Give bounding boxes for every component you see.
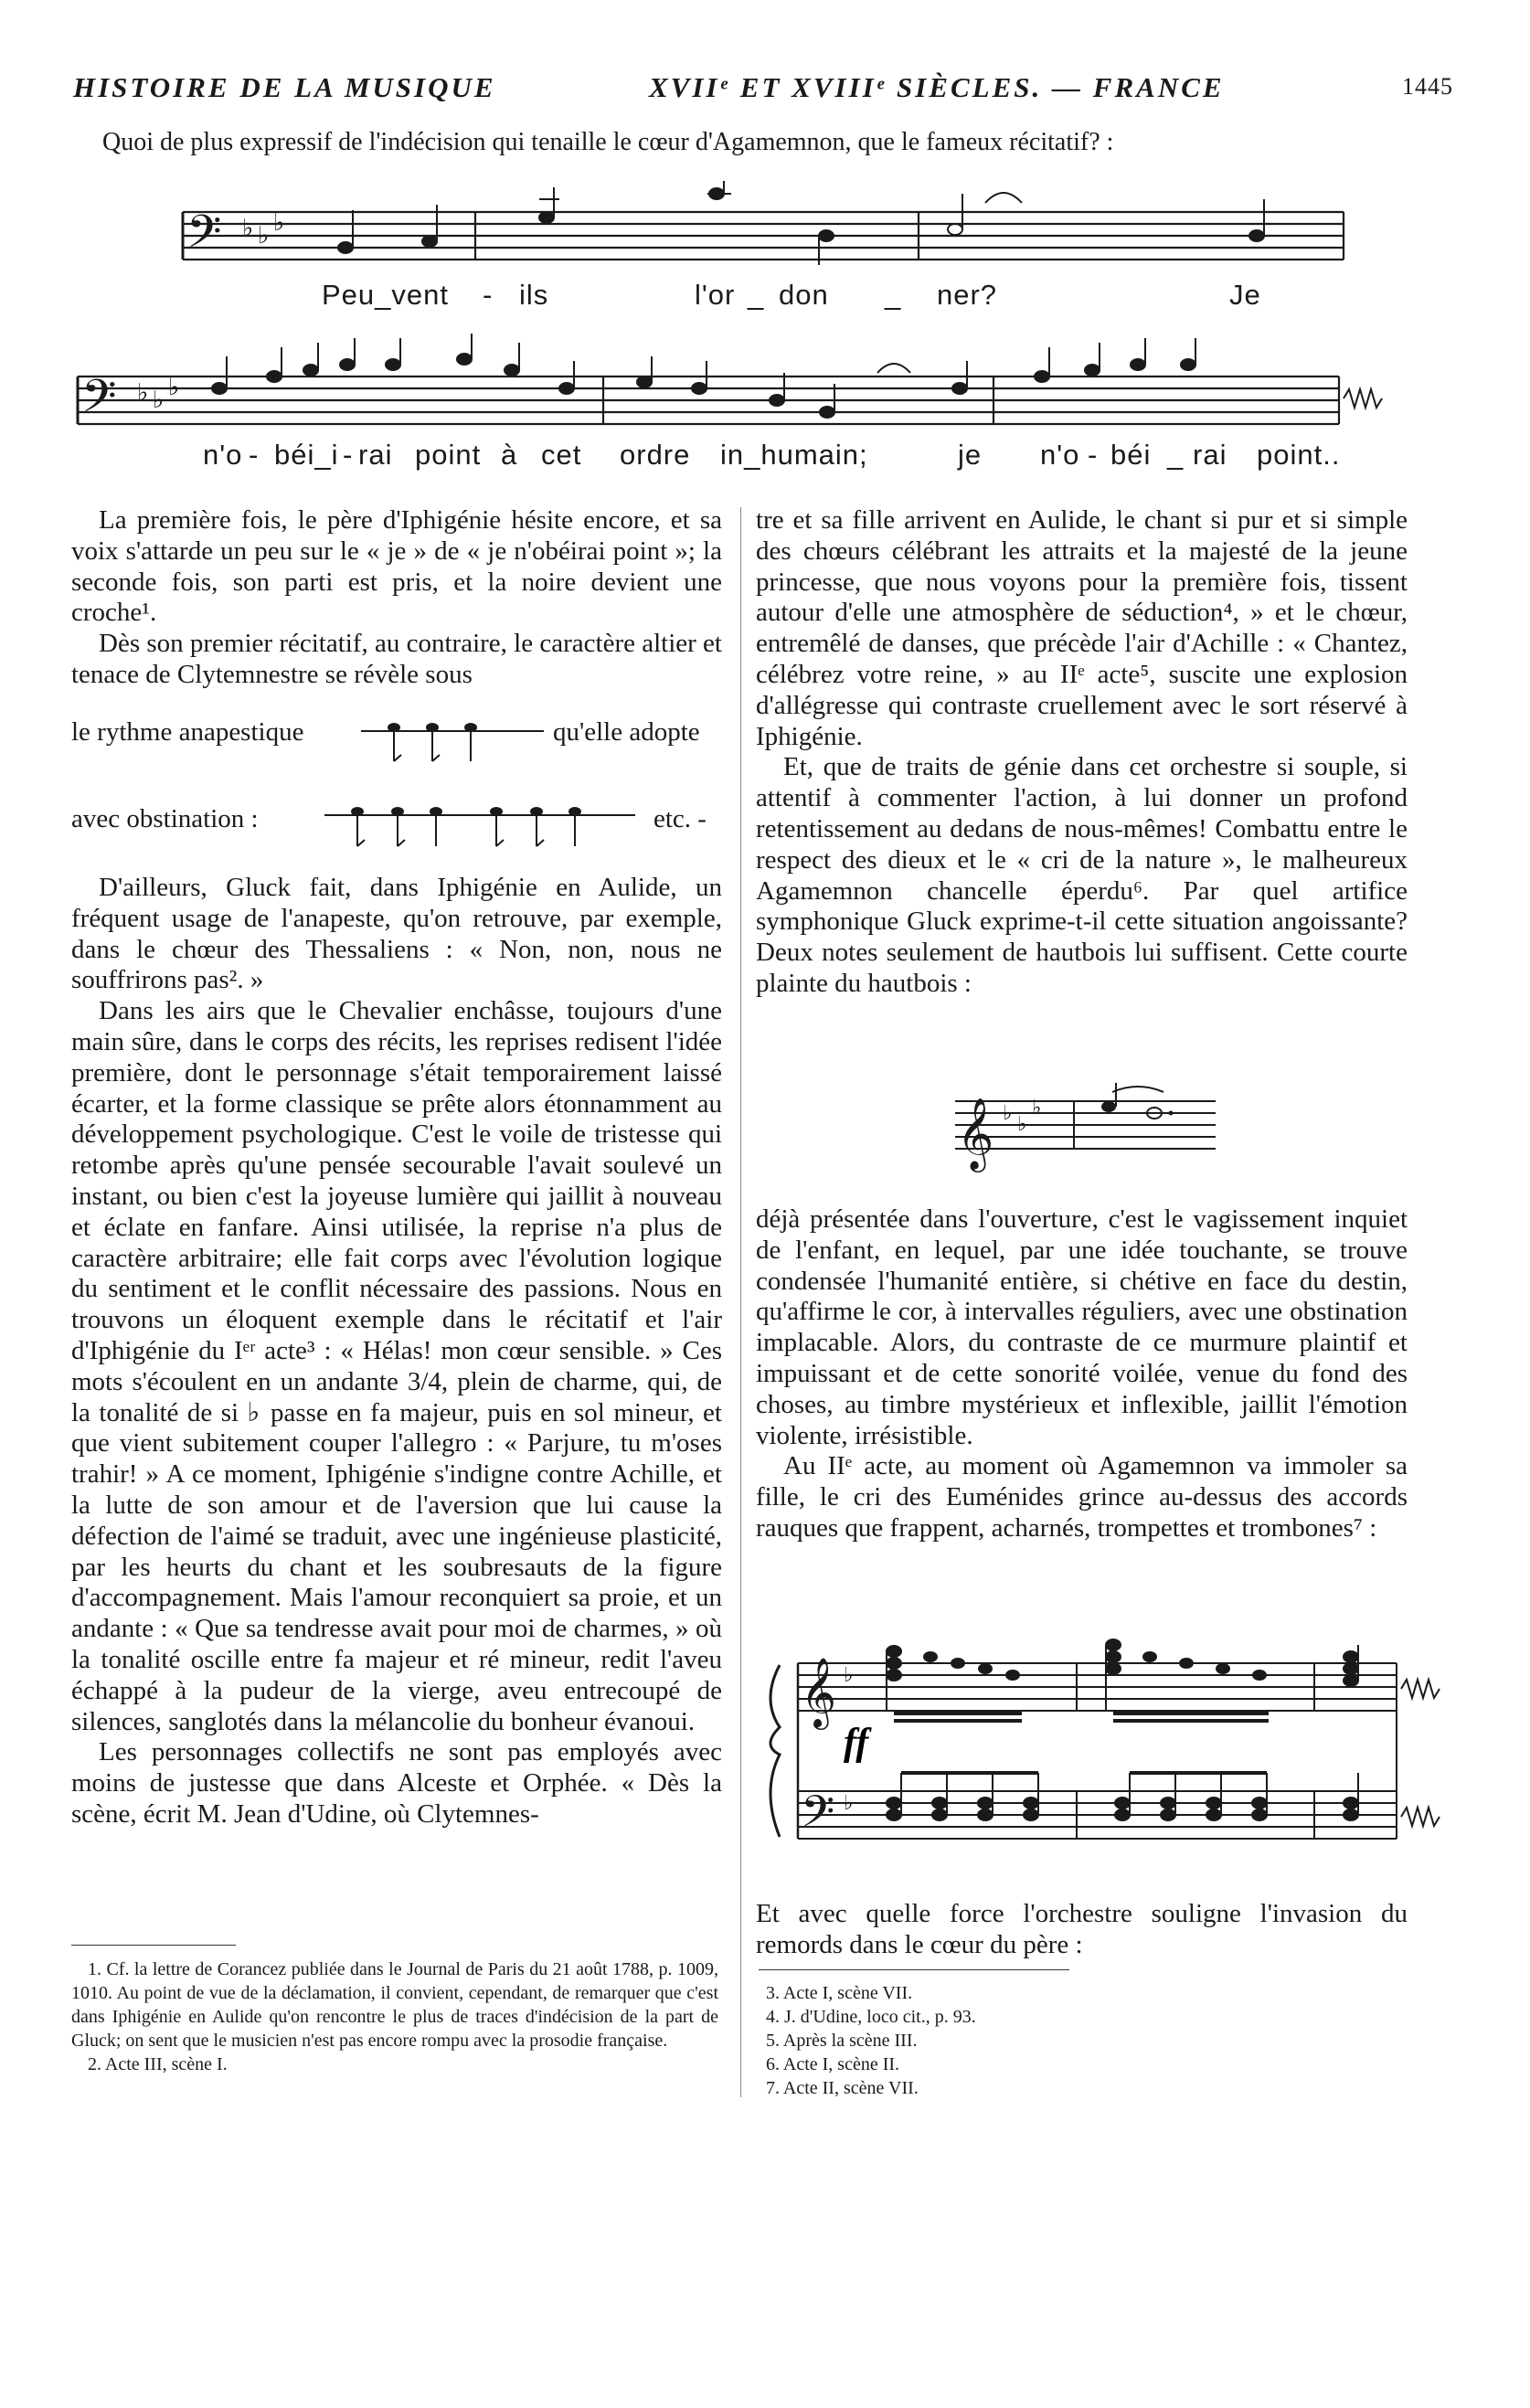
lyric: _ <box>1167 439 1185 471</box>
svg-text:♭: ♭ <box>1032 1096 1042 1119</box>
left-column-top <box>71 505 722 691</box>
lyric: n'o <box>203 439 243 471</box>
footnote: 1. Cf. la lettre de Corancez publiée dans le Journal de Paris du 21 août 1788, p. 1009, 1010. Au point de vue de la déclamation, il convient, cependant, de remarquer que c'est dans Iphigénie en Aulide qu'on rencontre le plus de traces d'indécision de la part de Gluck; on sent que le musicien n'est pas encore rompu avec la prosodie française. <box>71 1959 718 2051</box>
lyric: - <box>483 279 494 311</box>
lyric: Je <box>1229 279 1261 311</box>
paragraph: Dès son premier récitatif, au contraire, le caractère altier et tenace de Clytemnestre se révèle sous <box>71 629 722 689</box>
column-divider <box>740 507 741 2097</box>
lyric: rai <box>1193 439 1227 471</box>
lyric: Peu_vent <box>322 279 449 311</box>
svg-text:𝄞: 𝄞 <box>957 1098 994 1170</box>
rhythm-label: etc. - <box>653 804 707 833</box>
rhythm-label: avec obstination : <box>71 804 259 833</box>
lyric: béi_i <box>274 439 339 471</box>
paragraph: tre et sa fille arrivent en Aulide, le chant si pur et si simple des chœurs célébrant les attraits et la majesté de la jeune princesse, que nous voyons pour la première fois, tissent autour d'elle une atmosphère de séduction⁴, » et le chœur, entremêlé de danses, que précède l'air d'Achille : « Chantez, célébrez votre reine, » au IIᵉ acte⁵, suscite une explosion d'allégresse qui contraste cruellement avec le sort réservé à Iphigénie. <box>756 505 1408 751</box>
svg-text:♭: ♭ <box>258 222 270 249</box>
svg-text:𝄢: 𝄢 <box>81 370 117 434</box>
header-title: HISTOIRE DE LA MUSIQUE <box>73 71 496 103</box>
recitative-score <box>0 0 1530 512</box>
paragraph: Au IIᵉ acte, au moment où Agamemnon va immoler sa fille, le cri des Euménides grince au-dessus des accords rauques que frappent, acharnés, trompettes et trombones⁷ : <box>756 1451 1408 1543</box>
svg-text:♭: ♭ <box>242 215 254 242</box>
svg-text:♭: ♭ <box>844 1792 854 1815</box>
lyric: - <box>1088 439 1099 471</box>
svg-text:♭: ♭ <box>168 374 180 401</box>
svg-text:♭: ♭ <box>1017 1112 1027 1135</box>
header-section: XVIIᵉ ET XVIIIᵉ SIÈCLES. — FRANCE <box>649 71 1225 103</box>
lyric: in_humain; <box>720 439 868 471</box>
left-column-body <box>71 873 722 1830</box>
paragraph: Dans les airs que le Chevalier enchâsse, toujours d'une main sûre, dans le corps des récits, les reprises redisent l'idée première, dont le personnage s'était temporairement laissé écarter, et la forme classique se prête alors étonnamment au développement psychologique. C'est le voile de tristesse qui retombe après qu'une pensée secourable l'avait soulevé un instant, ou bien c'est la joyeuse lumière qui jaillit à nouveau et éclate en fanfare. Ainsi utilisée, la reprise n'a plus de caractère arbitraire; elle fait corps avec l'évolution logique du sentiment et le conflit nécessaire des passions. Nous en trouvons un éloquent exemple dans le récitatif et l'air d'Iphigénie du Iᵉʳ acte³ : « Hélas! mon cœur sensible. » Ces mots s'écoulent en un andante 3/4, plein de charme, qui, de la tonalité de si ♭ passe en fa majeur, puis en sol mineur, et que vient subitement couper l'allegro : « Parjure, tu m'oses trahir! » A ce moment, Iphigénie s'indigne contre Achille, et la lutte de son amour et de l'aversion que lui cause la défection de l'aimé se traduit, avec une ingénieuse plasticité, par les heurts du chant et les soubresauts de la figure d'accompagnement. Mais l'amour reconquiert sa proie, et un andante : « Que sa tendresse avait pour moi de charmes, » où la tonalité oscille entre fa majeur et ré mineur, redit l'aveu échappé à la pudeur de la vierge, aveu entrecoupé de silences, sanglotés dans la mélancolie du bonheur évanoui. <box>71 996 722 1736</box>
lyric: rai <box>358 439 393 471</box>
paragraph: La première fois, le père d'Iphigénie hésite encore, et sa voix s'attarde un peu sur le « je » de « je n'obéirai point »; la seconde fois, son parti est pris, et la noire devient une croche¹. <box>71 505 722 628</box>
svg-text:𝄢: 𝄢 <box>801 1786 835 1848</box>
lyric: - <box>343 439 354 471</box>
svg-text:♭: ♭ <box>844 1664 854 1687</box>
lyric: ordre <box>620 439 691 471</box>
right-column-end <box>756 1899 1408 1961</box>
right-column-top <box>756 505 1408 1000</box>
paragraph: Et avec quelle force l'orchestre souligne l'invasion du remords dans le cœur du père : <box>756 1899 1408 1959</box>
oboe-motif-score <box>955 1083 1216 1183</box>
anapest-rhythm-figure <box>361 711 544 775</box>
footnote: 5. Après la scène III. <box>766 2031 918 2051</box>
lyric: ils <box>519 279 549 311</box>
lyric: béi <box>1110 439 1152 471</box>
svg-text:♭: ♭ <box>273 209 285 237</box>
lyric: n'o <box>1040 439 1080 471</box>
rhythm-label: le rythme anapestique <box>71 717 304 747</box>
footnotes-right <box>766 1981 1132 2100</box>
svg-text:♭: ♭ <box>153 387 165 414</box>
lyric: cet <box>541 439 582 471</box>
lyric: - <box>249 439 260 471</box>
paragraph: Et, que de traits de génie dans cet orchestre si souple, si attentif à commenter l'action, à lui donner un profond retentissement au dedans de nous-mêmes! Combattu entre le respect des dieux et le « cri de la nature », le malheureux Agamemnon chancelle éperdu⁶. Par quel artifice symphonique Gluck exprime-t-il cette situation angoissante? Deux notes seulement de hautbois lui suffisent. Cette courte plainte du hautbois : <box>756 752 1408 998</box>
rhythm-label: qu'elle adopte <box>553 717 700 747</box>
lyric: l'or <box>695 279 736 311</box>
footnote: 4. J. d'Udine, loco cit., p. 93. <box>766 2007 976 2027</box>
svg-text:𝄞: 𝄞 <box>801 1657 837 1727</box>
lyric: _ <box>748 279 765 311</box>
footnote-rule <box>71 1945 236 1946</box>
svg-text:𝄢: 𝄢 <box>186 206 222 270</box>
right-column-body <box>756 1204 1408 1544</box>
intro-line: Quoi de plus expressif de l'indécision qui tenaille le cœur d'Agamemnon, que le fameux récitatif? : <box>102 128 1114 156</box>
page-number: 1445 <box>1402 73 1453 100</box>
paragraph: déjà présentée dans l'ouverture, c'est le vagissement inquiet de l'enfant, en lequel, par une idée touchante, se trouve condensée l'humanité entière, si chétive en face du destin, qu'affirme le cor, à intervalles réguliers, avec une obstination implacable. Alors, du contraste de ce murmure plaintif et impuissant et de cette sonorité voilée, venue du fond des choses, au timbre mystérieux et inflexible, jaillit l'émotion violente, irrésistible. <box>756 1204 1408 1450</box>
eumenides-orchestra-score <box>757 1608 1488 1892</box>
footnotes-left <box>71 1957 718 2076</box>
lyric: je <box>958 439 983 471</box>
anapest-repeat-figure <box>324 795 635 861</box>
footnote-rule <box>759 1969 1069 1970</box>
lyric: point.. <box>1257 439 1341 471</box>
lyric: ner? <box>937 279 998 311</box>
footnote: 7. Acte II, scène VII. <box>766 2078 919 2098</box>
footnote: 6. Acte I, scène II. <box>766 2054 900 2074</box>
lyric: don <box>779 279 829 311</box>
footnote: 2. Acte III, scène I. <box>88 2054 228 2074</box>
svg-text:♭: ♭ <box>1003 1101 1013 1124</box>
paragraph: D'ailleurs, Gluck fait, dans Iphigénie en Aulide, un fréquent usage de l'anapeste, qu'on retrouve, par exemple, dans le chœur des Thessaliens : « Non, non, nous ne souffrirons pas². » <box>71 873 722 995</box>
dynamic-marking: ff <box>844 1722 869 1764</box>
lyric: à <box>501 439 518 471</box>
lyric: _ <box>885 279 902 311</box>
paragraph: Les personnages collectifs ne sont pas employés avec moins de justesse que dans Alceste et Orphée. « Dès la scène, écrit M. Jean d'Udine, où Clytemnes- <box>71 1737 722 1829</box>
footnote: 3. Acte I, scène VII. <box>766 1983 913 2003</box>
lyric: point <box>415 439 482 471</box>
svg-text:♭: ♭ <box>137 379 149 407</box>
